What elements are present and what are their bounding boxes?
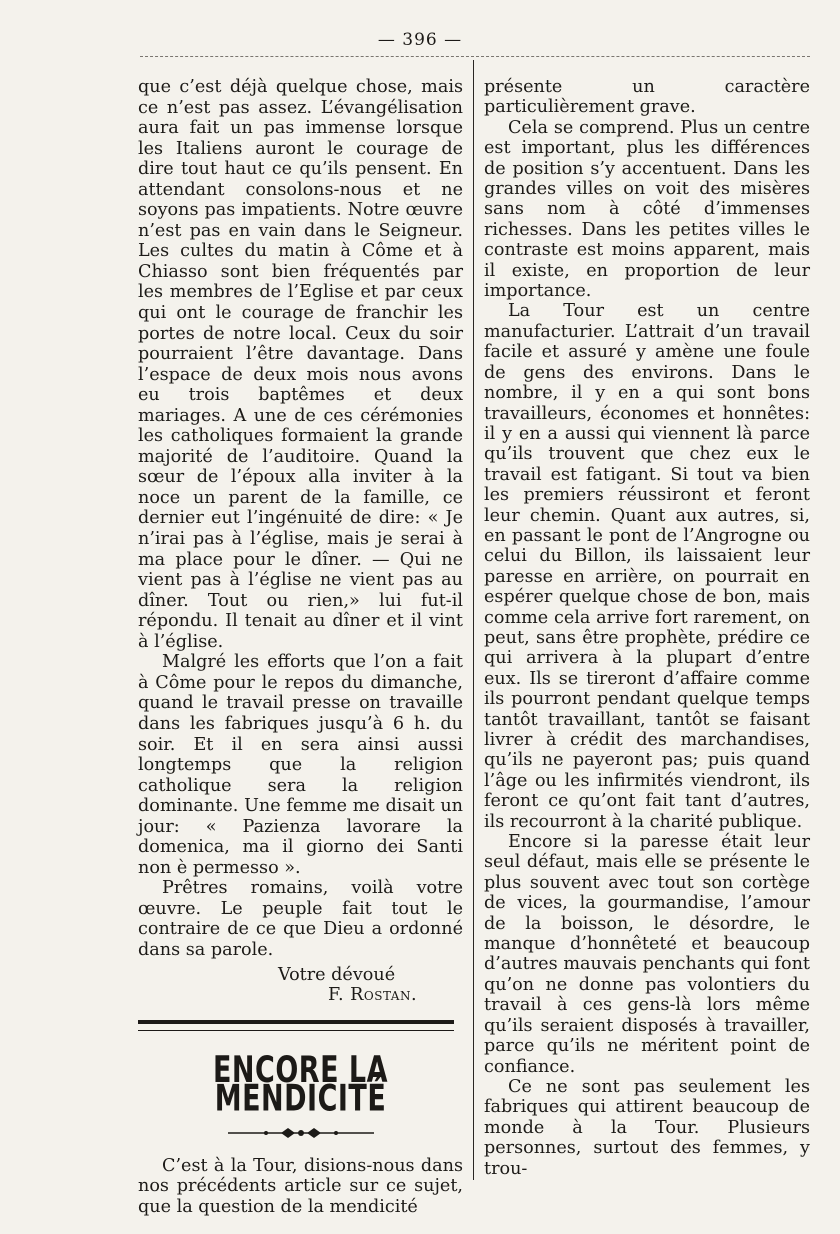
paragraph: présente un caractère particulièrement grave. [484,77,810,118]
column-divider [473,60,474,1180]
signature: F. Rostan. [328,985,418,1006]
paragraph: La Tour est un centre manufacturier. L’attrait d’un travail facile et assuré y amène une foule de gens des environs. Dans le nombre, il y en a qui sont bons travailleurs, économes et honnêtes: il y en a aussi qui viennent là parce qu’ils trouvent que chez eux le travail est fatigant. Si tout va bien les premiers réussiront et feront leur chemin. Quant aux autres, si, en passant le pont de l’Angrogne ou celui du Billon, ils laissaient leur paresse en arrière, on pourrait en espérer quelque chose de bon, mais comme cela arrive fort rarement, on peut, sans être prophète, prédire ce qui arrivera à la plupart d’entre eux. Ils se tireront d’affaire comme ils pourront pendant quelque temps tantôt travaillant, tantôt se faisant livrer à crédit des marchandises, qu’ils ne payeront pas; puis quand l’âge ou les infirmités viendront, ils feront ce qu’ont fait tant d’autres, ils recourront à la charité publique. [484,301,810,832]
article-title: ENCORE LA MENDICITÉ [212,1049,389,1119]
paragraph: Ce ne sont pas seulement les fabriques qui attirent beaucoup de monde à la Tour. Plusieurs personnes, surtout des femmes, y trou- [484,1076,810,1179]
paragraph: Prêtres romains, voilà votre œuvre. Le peuple fait tout le contraire de ce que Dieu a ordonné dans sa parole. [138,878,463,960]
signoff [138,965,463,1006]
right-column [484,77,810,1179]
paragraph: Encore si la paresse était leur seul défaut, mais elle se présente le plus souvent avec tout son cortège de vices, la gourmandise, l’amour de la boisson, le désordre, le manque d’honnêteté et beaucoup d’autres mauvais penchants qui font qu’on ne donne pas volontiers du travail à ces gens-là lors même qu’ils seraient disposés à travailler, parce qu’ils ne méritent point de confiance. [484,832,810,1077]
paragraph: Malgré les efforts que l’on a fait à Côme pour le repos du dimanche, quand le travail presse on travaille dans les fabriques jusqu’à 6 h. du soir. Et il en sera ainsi aussi longtemps que la religion catholique sera la religion dominante. Une femme me disait un jour: « Pazienza lavorare la domenica, ma il giorno dei Santi non è permesso ». [138,652,463,878]
header-rule [140,56,810,57]
ornament-divider-icon [226,1126,376,1140]
article-intro: C’est à la Tour, disions-nous dans nos précédents article sur ce sujet, que la question de la mendicité [138,1155,463,1217]
section-rule [138,1020,454,1031]
left-column [138,77,463,1217]
signoff-line: Votre dévoué [278,964,396,985]
paragraph: Cela se comprend. Plus un centre est important, plus les différences de position s’y accentuent. Dans les grandes villes on voit des misères sans nom à côté d’immenses richesses. Dans les petites villes le contraste est moins apparent, mais il existe, en proportion de leur importance. [484,117,810,302]
paragraph: que c’est déjà quelque chose, mais ce n’est pas assez. L’évangélisation aura fait un pas immense lorsque les Italiens auront le courage de dire tout haut ce qu’ils pensent. En attendant consolons-nous et ne soyons pas impatients. Notre œuvre n’est pas en vain dans le Seigneur. Les cultes du matin à Côme et à Chiasso sont bien fréquentés par les membres de l’Eglise et par ceux qui ont le courage de franchir les portes de notre local. Ceux du soir pourraient l’être davantage. Dans l’espace de deux mois nous avons eu trois baptêmes et deux mariages. A une de ces cérémonies les catholiques formaient la grande majorité de l’auditoire. Quand la sœur de l’époux alla inviter à la noce un parent de la famille, ce dernier eut l’ingénuité de dire: « Je n’irai pas à l’église, mais je serai à ma place pour le dîner. — Qui ne vient pas à l’église ne vient pas au dîner. Tout ou rien,» lui fut-il répondu. Il tenait au dîner et il vint à l’église. [138,77,463,652]
page-number: — 396 — [377,30,463,50]
